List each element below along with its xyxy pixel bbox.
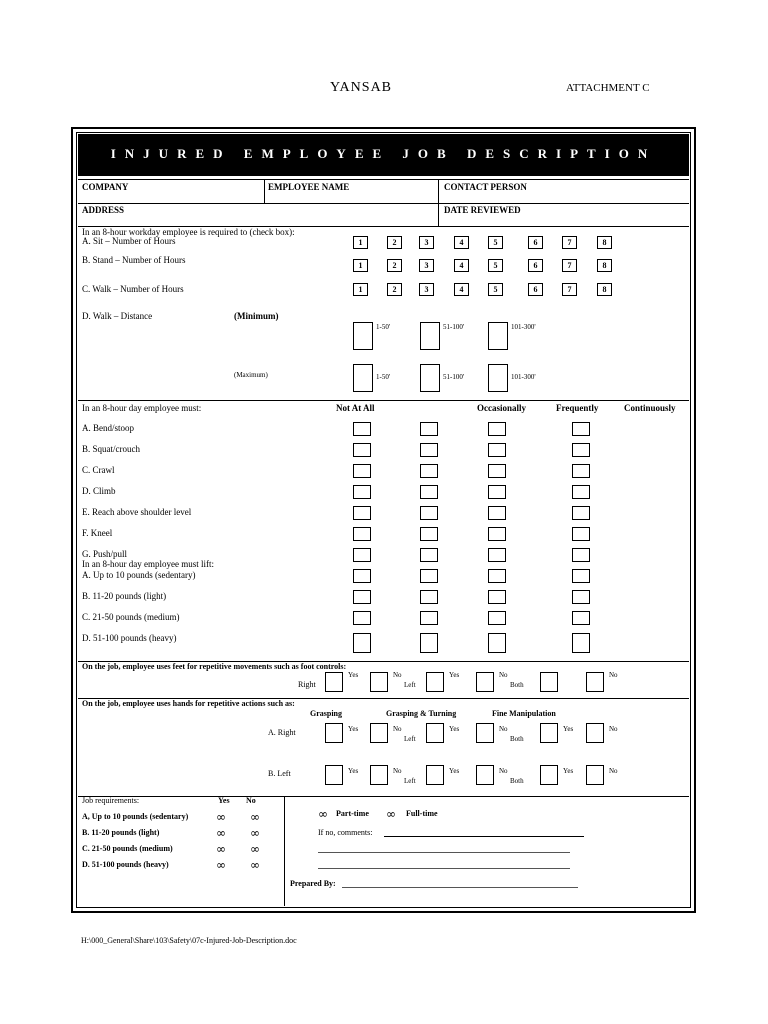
distance-option: 1-50'	[376, 373, 391, 381]
activity-checkbox[interactable]	[572, 443, 590, 457]
date-reviewed-label: DATE REVIEWED	[444, 205, 521, 215]
hand-left-checkbox[interactable]	[370, 765, 388, 785]
activity-checkbox[interactable]	[353, 464, 371, 478]
hands-b-left-label: B. Left	[268, 769, 291, 778]
activity-checkbox[interactable]	[572, 422, 590, 436]
distance-min-box[interactable]	[353, 322, 373, 350]
activity-checkbox[interactable]	[420, 422, 438, 436]
lift-checkbox[interactable]	[572, 633, 590, 653]
form-title: INJURED EMPLOYEE JOB DESCRIPTION	[110, 146, 657, 161]
hand-right-checkbox[interactable]	[370, 723, 388, 743]
activity-checkbox[interactable]	[353, 527, 371, 541]
hand-right-checkbox[interactable]	[325, 723, 343, 743]
job-req-item: B. 11-20 pounds (light)	[82, 828, 160, 837]
hour-box[interactable]: 5	[488, 236, 503, 249]
activity-item: F. Kneel	[82, 528, 113, 538]
hands-both-label: Both	[510, 777, 524, 785]
activity-intro: In an 8-hour day employee must:	[82, 403, 202, 413]
employee-name-label: EMPLOYEE NAME	[268, 182, 350, 192]
no-label: No	[393, 671, 402, 679]
activity-checkbox[interactable]	[420, 464, 438, 478]
part-time-label: Part-time	[336, 809, 369, 818]
feet-both-no-box[interactable]	[586, 672, 604, 692]
hand-right-checkbox[interactable]	[540, 723, 558, 743]
lift-checkbox[interactable]	[488, 611, 506, 625]
hour-box[interactable]: 6	[528, 236, 543, 249]
no-label: No	[499, 671, 508, 679]
lift-checkbox[interactable]	[488, 633, 506, 653]
lift-checkbox[interactable]	[353, 611, 371, 625]
activity-checkbox[interactable]	[353, 548, 371, 562]
loop-option-icon[interactable]: ∞	[318, 807, 328, 821]
comments-line[interactable]	[318, 852, 570, 853]
col-not-at-all: Not At All	[336, 403, 375, 413]
lift-item: D. 51-100 pounds (heavy)	[82, 633, 177, 643]
hand-left-checkbox[interactable]	[426, 765, 444, 785]
lift-intro: In an 8-hour day employee must lift:	[82, 559, 214, 569]
loop-option-icon[interactable]: ∞	[216, 842, 226, 856]
distance-option: 51-100'	[443, 373, 465, 381]
hour-box[interactable]: 1	[353, 236, 368, 249]
lift-checkbox[interactable]	[572, 569, 590, 583]
yes-label: Yes	[449, 671, 460, 679]
activity-checkbox[interactable]	[420, 485, 438, 499]
hour-box[interactable]: 2	[387, 236, 402, 249]
feet-intro: On the job, employee uses feet for repetitive movements such as foot controls:	[82, 662, 347, 671]
grasping-label: Grasping	[310, 709, 343, 718]
activity-checkbox[interactable]	[488, 422, 506, 436]
feet-right-box[interactable]	[325, 672, 343, 692]
contact-person-label: CONTACT PERSON	[444, 182, 527, 192]
feet-both-box[interactable]	[540, 672, 558, 692]
job-req-yes: Yes	[218, 796, 230, 805]
activity-checkbox[interactable]	[572, 464, 590, 478]
hour-box[interactable]: 2	[387, 259, 402, 272]
no-label: No	[609, 767, 618, 775]
activity-checkbox[interactable]	[488, 464, 506, 478]
yes-label: Yes	[563, 725, 574, 733]
lift-checkbox[interactable]	[420, 611, 438, 625]
feet-right-label: Right	[298, 680, 316, 689]
no-label: No	[609, 671, 618, 679]
hand-left-checkbox[interactable]	[586, 765, 604, 785]
lift-item: C. 21-50 pounds (medium)	[82, 612, 180, 622]
hand-left-checkbox[interactable]	[325, 765, 343, 785]
hour-box[interactable]: 3	[419, 236, 434, 249]
comments-label: If no, comments:	[318, 828, 373, 837]
activity-checkbox[interactable]	[488, 485, 506, 499]
minimum-label: (Minimum)	[234, 311, 279, 321]
hand-left-checkbox[interactable]	[540, 765, 558, 785]
yes-label: Yes	[563, 767, 574, 775]
hour-box[interactable]: 8	[597, 236, 612, 249]
fine-manipulation-label: Fine Manipulation	[492, 709, 556, 718]
job-req-item: A, Up to 10 pounds (sedentary)	[82, 812, 189, 821]
hour-box[interactable]: 6	[528, 283, 543, 296]
comments-line[interactable]	[384, 836, 584, 837]
activity-item: B. Squat/crouch	[82, 444, 140, 454]
distance-option: 51-100'	[443, 323, 465, 331]
lift-checkbox[interactable]	[572, 590, 590, 604]
hands-intro: On the job, employee uses hands for repetitive actions such as:	[82, 699, 295, 708]
hour-box[interactable]: 3	[419, 259, 434, 272]
lift-checkbox[interactable]	[420, 633, 438, 653]
distance-max-box[interactable]	[420, 364, 440, 392]
col-frequently: Frequently	[556, 403, 599, 413]
comments-line[interactable]	[318, 868, 570, 869]
hour-box[interactable]: 6	[528, 259, 543, 272]
no-label: No	[393, 725, 402, 733]
yes-label: Yes	[449, 725, 460, 733]
hour-box[interactable]: 1	[353, 283, 368, 296]
loop-option-icon[interactable]: ∞	[250, 826, 260, 840]
activity-checkbox[interactable]	[420, 548, 438, 562]
activity-checkbox[interactable]	[572, 527, 590, 541]
workday-intro: In an 8-hour workday employee is required to (check box):	[82, 227, 295, 237]
full-time-label: Full-time	[406, 809, 438, 818]
activity-checkbox[interactable]	[488, 527, 506, 541]
feet-left-no-box[interactable]	[476, 672, 494, 692]
hour-box[interactable]: 8	[597, 259, 612, 272]
no-label: No	[393, 767, 402, 775]
job-req-item: C. 21-50 pounds (medium)	[82, 844, 173, 853]
hand-right-checkbox[interactable]	[426, 723, 444, 743]
lift-checkbox[interactable]	[353, 569, 371, 583]
hands-left-label: Left	[404, 777, 416, 785]
hour-box[interactable]: 7	[562, 283, 577, 296]
hour-box[interactable]: 1	[353, 259, 368, 272]
address-label: ADDRESS	[82, 205, 125, 215]
activity-item: E. Reach above shoulder level	[82, 507, 192, 517]
activity-checkbox[interactable]	[488, 443, 506, 457]
walk-distance-label: D. Walk – Distance	[82, 311, 153, 321]
activity-item: G. Push/pull	[82, 549, 128, 559]
hand-right-checkbox[interactable]	[476, 723, 494, 743]
lift-checkbox[interactable]	[488, 569, 506, 583]
activity-item: D. Climb	[82, 486, 116, 496]
loop-option-icon[interactable]: ∞	[250, 842, 260, 856]
prepared-by-line[interactable]	[342, 887, 578, 888]
distance-option: 101-300'	[511, 323, 536, 331]
hour-box[interactable]: 3	[419, 283, 434, 296]
maximum-label: (Maximum)	[234, 371, 268, 379]
hands-a-right-label: A. Right	[268, 728, 296, 737]
loop-option-icon[interactable]: ∞	[250, 810, 260, 824]
footer-path: H:\000_General\Share\103\Safety\07c-Injured-Job-Description.doc	[81, 936, 297, 945]
lift-checkbox[interactable]	[420, 590, 438, 604]
hour-box[interactable]: 5	[488, 283, 503, 296]
no-label: No	[499, 725, 508, 733]
hour-box[interactable]: 7	[562, 236, 577, 249]
lift-checkbox[interactable]	[572, 611, 590, 625]
col-occasionally: Occasionally	[477, 403, 526, 413]
yes-label: Yes	[449, 767, 460, 775]
stand-label: B. Stand – Number of Hours	[82, 255, 186, 265]
lift-checkbox[interactable]	[353, 590, 371, 604]
activity-item: C. Crawl	[82, 465, 115, 475]
activity-checkbox[interactable]	[488, 506, 506, 520]
hand-right-checkbox[interactable]	[586, 723, 604, 743]
hour-box[interactable]: 8	[597, 283, 612, 296]
no-label: No	[609, 725, 618, 733]
feet-left-label: Left	[404, 681, 416, 689]
loop-option-icon[interactable]: ∞	[216, 826, 226, 840]
activity-checkbox[interactable]	[572, 506, 590, 520]
lift-item: B. 11-20 pounds (light)	[82, 591, 167, 601]
activity-checkbox[interactable]	[353, 485, 371, 499]
activity-checkbox[interactable]	[353, 422, 371, 436]
yes-label: Yes	[348, 671, 359, 679]
lift-item: A. Up to 10 pounds (sedentary)	[82, 570, 196, 580]
hour-box[interactable]: 2	[387, 283, 402, 296]
hand-left-checkbox[interactable]	[476, 765, 494, 785]
no-label: No	[499, 767, 508, 775]
loop-option-icon[interactable]: ∞	[216, 810, 226, 824]
activity-checkbox[interactable]	[420, 443, 438, 457]
feet-left-box[interactable]	[426, 672, 444, 692]
hands-both-label: Both	[510, 735, 524, 743]
activity-item: A. Bend/stoop	[82, 423, 135, 433]
org-name: YANSAB	[330, 80, 393, 95]
hands-left-label: Left	[404, 735, 416, 743]
activity-checkbox[interactable]	[488, 548, 506, 562]
activity-checkbox[interactable]	[572, 485, 590, 499]
job-req-no: No	[246, 796, 256, 805]
yes-label: Yes	[348, 725, 359, 733]
activity-checkbox[interactable]	[353, 443, 371, 457]
hour-box[interactable]: 5	[488, 259, 503, 272]
grasping-turning-label: Grasping & Turning	[386, 709, 457, 718]
loop-option-icon[interactable]: ∞	[216, 858, 226, 872]
lift-checkbox[interactable]	[488, 590, 506, 604]
distance-min-box[interactable]	[420, 322, 440, 350]
lift-checkbox[interactable]	[420, 569, 438, 583]
job-req-item: D. 51-100 pounds (heavy)	[82, 860, 169, 869]
attachment-label: ATTACHMENT C	[566, 82, 650, 94]
feet-both-label: Both	[510, 681, 524, 689]
feet-right-no-box[interactable]	[370, 672, 388, 692]
loop-option-icon[interactable]: ∞	[250, 858, 260, 872]
activity-checkbox[interactable]	[572, 548, 590, 562]
activity-checkbox[interactable]	[420, 527, 438, 541]
sit-label: A. Sit – Number of Hours	[82, 236, 176, 246]
distance-max-box[interactable]	[353, 364, 373, 392]
yes-label: Yes	[348, 767, 359, 775]
distance-option: 101-300'	[511, 373, 536, 381]
lift-checkbox[interactable]	[353, 633, 371, 653]
distance-option: 1-50'	[376, 323, 391, 331]
activity-checkbox[interactable]	[353, 506, 371, 520]
prepared-by-label: Prepared By:	[290, 879, 336, 888]
distance-max-box[interactable]	[488, 364, 508, 392]
hour-box[interactable]: 4	[454, 283, 469, 296]
activity-checkbox[interactable]	[420, 506, 438, 520]
hour-box[interactable]: 4	[454, 236, 469, 249]
distance-min-box[interactable]	[488, 322, 508, 350]
hour-box[interactable]: 4	[454, 259, 469, 272]
walk-label: C. Walk – Number of Hours	[82, 284, 184, 294]
col-continuously: Continuously	[624, 403, 676, 413]
job-req-title: Job requirements:	[82, 796, 140, 805]
loop-option-icon[interactable]: ∞	[386, 807, 396, 821]
company-label: COMPANY	[82, 182, 129, 192]
hour-box[interactable]: 7	[562, 259, 577, 272]
